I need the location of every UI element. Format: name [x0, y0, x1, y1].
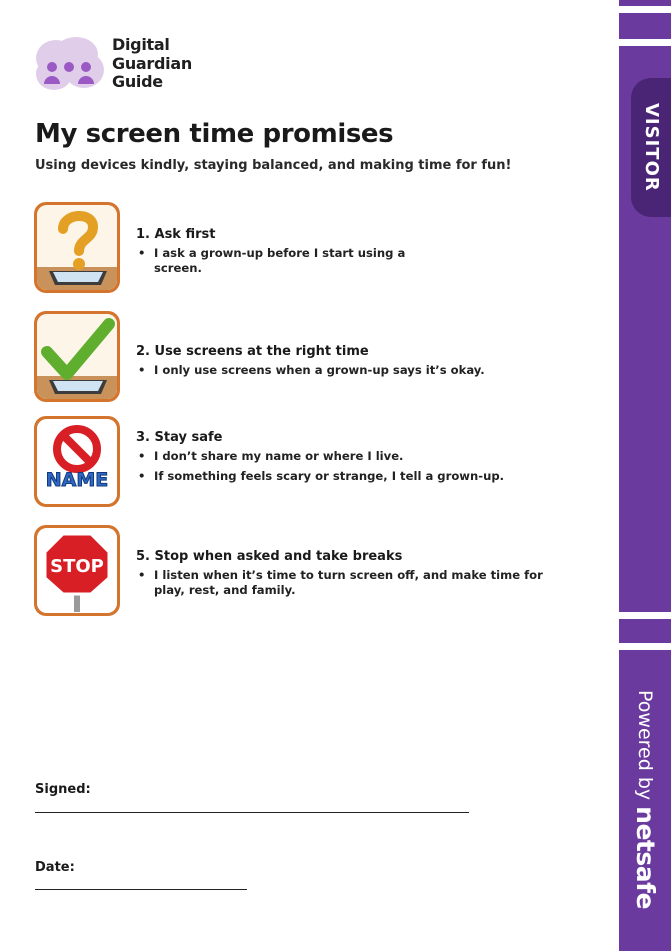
signed-label: Signed: — [35, 782, 91, 797]
logo-wordmark — [112, 36, 192, 92]
powered-by-text: Powered by — [634, 690, 656, 801]
page-subtitle: Using devices kindly, staying balanced, and making time for fun! — [35, 158, 512, 173]
page-title: My screen time promises — [35, 119, 394, 149]
sidebar-stripe — [619, 643, 671, 650]
promise-point: • If something feels scary or strange, I tell a grown-up. — [136, 469, 576, 484]
promise-point: • I only use screens when a grown-up says it’s okay. — [136, 363, 576, 378]
sidebar — [619, 0, 671, 951]
logo-line: Guardian — [112, 53, 192, 73]
powered-by-netsafe — [619, 690, 671, 930]
date-field[interactable] — [35, 889, 247, 890]
promise-point: • I ask a grown-up before I start using a screen. — [136, 246, 416, 276]
promise-title: 5. Stop when asked and take breaks — [136, 549, 403, 564]
signed-field[interactable] — [35, 812, 469, 813]
stop-sign-icon — [34, 525, 120, 616]
stop-sign-text: STOP — [50, 556, 104, 577]
logo-line: Guide — [112, 72, 163, 91]
checkmark-tablet-icon — [34, 311, 120, 402]
netsafe-logo: netsafe — [631, 806, 660, 909]
promise-point: • I don’t share my name or where I live. — [136, 449, 576, 464]
visitor-label: VISITOR — [641, 103, 662, 192]
no-name-icon — [34, 416, 120, 507]
sidebar-stripe — [619, 612, 671, 619]
question-mark-tablet-icon — [34, 202, 120, 293]
promise-title: 3. Stay safe — [136, 430, 223, 445]
name-sign-text: NAME — [45, 469, 109, 491]
sidebar-stripe — [619, 39, 671, 46]
date-label: Date: — [35, 860, 75, 875]
logo-line: Digital — [112, 35, 170, 54]
promise-point: • I listen when it’s time to turn screen off, and make time for play, rest, and family. — [136, 568, 556, 598]
promise-title: 2. Use screens at the right time — [136, 344, 369, 359]
sidebar-stripe — [619, 6, 671, 13]
guardian-people-icon — [34, 36, 106, 94]
digital-guardian-guide-logo — [34, 36, 204, 94]
promise-title: 1. Ask first — [136, 227, 216, 242]
